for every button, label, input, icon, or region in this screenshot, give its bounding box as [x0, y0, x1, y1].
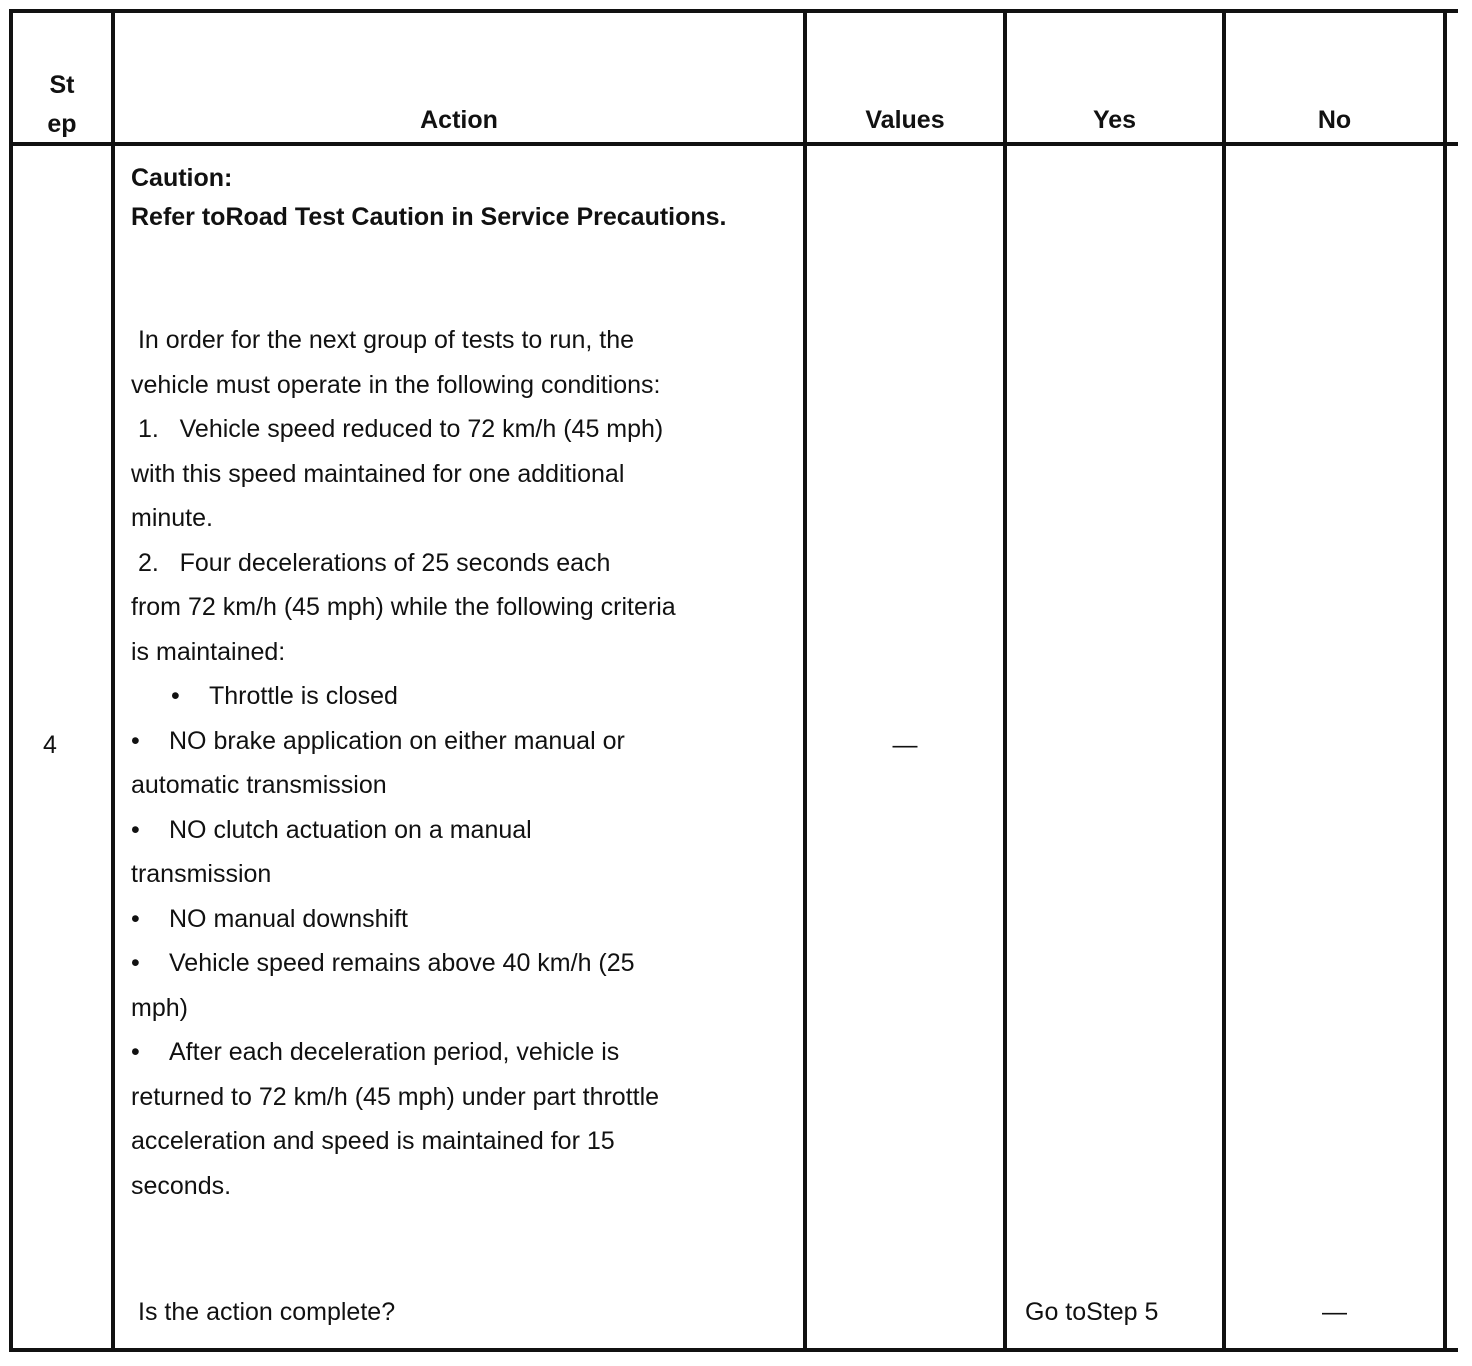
bullet-icon: •	[131, 726, 140, 755]
bullet-continuation: mph)	[131, 993, 188, 1022]
bullet-item: • NO brake application on either manual or	[131, 719, 801, 764]
bullet-continuation: transmission	[131, 860, 272, 888]
header-no: No	[1317, 106, 1352, 134]
bullet-item: • Vehicle speed remains above 40 km/h (25	[131, 941, 801, 986]
bullet-continuation: returned to 72 km/h (45 mph) under part throttle	[131, 1082, 660, 1111]
bullet-continuation: acceleration and speed is maintained for 15	[131, 1127, 615, 1155]
bullet-continuation: seconds.	[131, 1171, 232, 1200]
step-number: 4	[43, 731, 57, 759]
bullet-icon: •	[131, 949, 140, 977]
action-line: is maintained:	[131, 637, 286, 666]
bullet-continuation: automatic transmission	[131, 771, 387, 799]
action-line: vehicle must operate in the following conditions:	[131, 370, 661, 399]
bullet-icon: •	[131, 815, 140, 844]
header-action: Action	[420, 106, 498, 134]
question-text: Is the action complete?	[138, 1298, 396, 1326]
action-line: 2. Four decelerations of 25 seconds each	[131, 548, 611, 577]
bullet-item: • NO manual downshift	[131, 897, 801, 942]
caution-title: Caution:	[131, 164, 233, 192]
bullet-icon: •	[131, 904, 140, 933]
action-line: from 72 km/h (45 mph) while the following criteria	[131, 593, 676, 621]
action-line: minute.	[131, 504, 213, 532]
action-line: with this speed maintained for one additional	[131, 459, 625, 488]
caution-text: Refer toRoad Test Caution in Service Precautions.	[131, 203, 727, 231]
bullet-item: • NO clutch actuation on a manual	[131, 808, 801, 853]
action-body	[131, 318, 801, 1208]
no-cell: —	[1322, 1298, 1347, 1326]
action-line: In order for the next group of tests to run, the	[131, 326, 635, 354]
bullet-icon: •	[131, 1038, 140, 1066]
bullet-item: • After each deceleration period, vehicle is	[131, 1030, 801, 1075]
values-cell: —	[892, 731, 918, 759]
bullet-item-indented: • Throttle is closed	[131, 674, 801, 719]
action-line: 1. Vehicle speed reduced to 72 km/h (45 mph)	[131, 415, 664, 443]
bullet-icon: •	[171, 682, 180, 710]
header-yes: Yes	[1092, 106, 1137, 134]
header-step: St ep	[47, 71, 77, 138]
yes-cell: Go toStep 5	[1025, 1298, 1159, 1326]
header-values: Values	[865, 106, 945, 134]
